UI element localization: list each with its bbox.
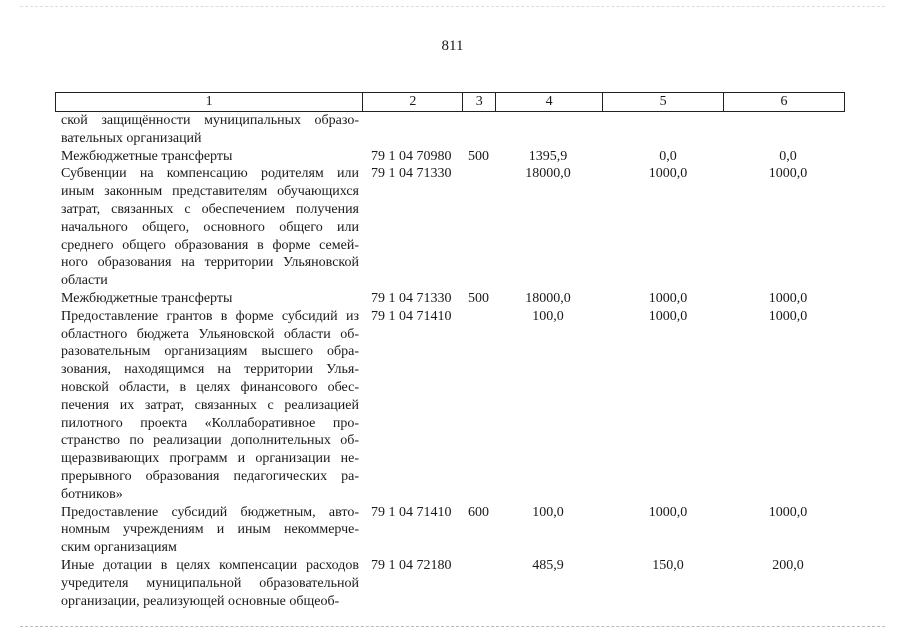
row-value-col4: 485,9	[532, 557, 564, 573]
row-name-line: ской защищённости муниципальных образо-	[61, 113, 359, 128]
table-row	[0, 504, 905, 557]
row-name-line: странство по реализации дополнительных об-	[61, 433, 359, 449]
table-row	[0, 308, 905, 504]
row-name-line: затрат, связанных с обеспечением получения	[61, 201, 359, 217]
row-value-col5: 1000,0	[648, 504, 688, 520]
row-code: 79 1 04 71330	[371, 166, 452, 182]
row-expense-type: 600	[468, 504, 489, 520]
table-row	[0, 165, 905, 290]
table-header	[55, 92, 845, 112]
row-name	[61, 112, 359, 148]
header-col-3: 3	[462, 93, 495, 111]
header-col-6: 6	[723, 93, 844, 111]
row-name-line: разовательным организациям высшего обра-	[61, 344, 359, 360]
row-name-line: номным учреждениям и иным некоммерче-	[61, 522, 359, 538]
header-col-5: 5	[602, 93, 723, 111]
row-code: 79 1 04 71330	[371, 290, 452, 306]
row-code: 79 1 04 71410	[371, 504, 452, 520]
table-row	[0, 148, 905, 166]
row-name-line: Межбюджетные трансферты	[61, 148, 233, 164]
row-value-col5: 1000,0	[648, 308, 688, 324]
row-name-line: пилотного проекта «Коллаборативное про-	[61, 415, 359, 431]
row-value-col6: 200,0	[772, 557, 804, 573]
row-value-col6: 1000,0	[768, 308, 808, 324]
row-name-line: начального общего, основного общего или	[61, 219, 359, 235]
header-col-4: 4	[495, 93, 602, 111]
row-name-line: областного бюджета Ульяновской области об-	[61, 326, 359, 342]
row-value-col6: 1000,0	[768, 290, 808, 306]
row-name	[61, 165, 359, 290]
scan-edge-bottom	[20, 626, 885, 628]
row-name-line: ного образования на территории Ульяновской	[61, 255, 359, 271]
row-expense-type: 500	[468, 290, 489, 306]
row-name-line: учредителя муниципальной образовательной	[61, 575, 359, 591]
row-name-line: ботников»	[61, 486, 123, 502]
row-value-col6: 1000,0	[768, 504, 808, 520]
row-name-line: иным законным представителям обучающихся	[61, 184, 359, 200]
row-value-col6: 0,0	[779, 148, 797, 164]
row-value-col5: 150,0	[652, 557, 684, 573]
row-code: 79 1 04 71410	[371, 308, 452, 324]
row-name	[61, 148, 359, 166]
header-col-2: 2	[362, 93, 462, 111]
row-name-line: новской области, в целях финансового обес-	[61, 379, 359, 395]
table-row	[0, 112, 905, 148]
row-value-col5: 1000,0	[648, 290, 688, 306]
row-expense-type: 500	[468, 148, 489, 164]
row-value-col4: 1395,9	[528, 148, 568, 164]
row-name-line: Иные дотации в целях компенсации расходов	[61, 557, 359, 573]
row-value-col4: 18000,0	[525, 166, 571, 182]
row-name	[61, 308, 359, 504]
table-row	[0, 557, 905, 610]
table-body	[0, 112, 905, 610]
row-value-col6: 1000,0	[768, 166, 808, 182]
row-name-line: зования, находящимся на территории Улья-	[61, 362, 359, 378]
row-code: 79 1 04 70980	[371, 148, 452, 164]
row-name-line: области	[61, 273, 108, 289]
page-number: 811	[441, 38, 464, 54]
row-value-col5: 0,0	[659, 148, 677, 164]
row-name-line: печения их затрат, связанных с реализацией	[61, 397, 359, 413]
row-name-line: организации, реализующей основные общеоб-	[61, 593, 340, 609]
row-value-col4: 18000,0	[525, 290, 571, 306]
row-value-col4: 100,0	[532, 504, 564, 520]
row-name-line: Субвенции на компенсацию родителям или	[61, 166, 359, 182]
table-row	[0, 290, 905, 308]
row-name-line: среднего общего образования в форме семей-	[61, 237, 359, 253]
row-name-line: щеразвивающих программ и организации не-	[61, 451, 359, 467]
row-name-line: Предоставление грантов в форме субсидий из	[61, 308, 359, 324]
row-code: 79 1 04 72180	[371, 557, 452, 573]
scan-edge-top	[20, 6, 885, 8]
row-name-line: ским организациям	[61, 540, 177, 556]
row-name	[61, 290, 359, 308]
row-value-col4: 100,0	[532, 308, 564, 324]
row-value-col5: 1000,0	[648, 166, 688, 182]
header-col-1: 1	[205, 94, 213, 109]
row-name-line: Предоставление субсидий бюджетным, авто-	[61, 504, 359, 520]
row-name-line: Межбюджетные трансферты	[61, 290, 233, 306]
row-name-line: прерывного образования педагогических ра-	[61, 468, 359, 484]
row-name-line: вательных организаций	[61, 130, 202, 146]
row-name	[61, 557, 359, 610]
row-name	[61, 504, 359, 557]
